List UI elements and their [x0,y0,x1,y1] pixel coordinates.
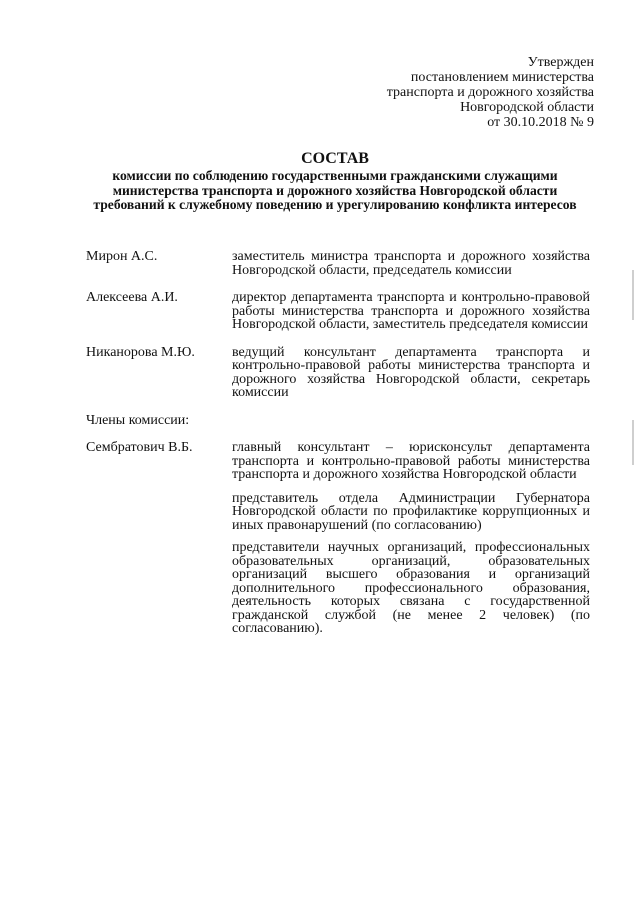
additional-entry: представитель отдела Администрации Губернатора Новгородской области по профилактике коррупционных и иных правонарушений (по согласованию) [232,490,590,533]
members-label: Члены комиссии: [86,412,190,428]
roster-row [86,541,590,636]
approval-line: Утвержден [527,55,594,70]
roster-row [86,492,590,533]
document-subtitle: комиссии по соблюдению государственными гражданскими служащими министерства транспорта и дорожного хозяйства Новгородской области требований к служебному поведению и урегулированию конфликта интересов [93,168,577,212]
additional-entry: представители научных организаций, профессиональных образовательных организаций, образовательных организаций высшего образования и организаций дополнительного профессионального образования, деятельность которых связана с государственной гражданской службой (не менее 2 человек) (по согласованию). [232,540,590,636]
members-label-row [86,414,590,428]
scan-edge-mark [632,270,634,320]
roster-row [86,291,590,332]
commission-roster [86,250,590,636]
document-title-block [80,150,590,213]
approval-stamp [334,55,594,130]
roster-row [86,346,590,400]
roster-row [86,441,590,482]
scan-edge-mark [632,420,634,465]
roster-row [86,250,590,277]
member-role: ведущий консультант департамента транспорта и контрольно-правовой работы министерства транспорта и дорожного хозяйства Новгородской области, секретарь комиссии [232,344,590,400]
approval-line: постановлением министерства [410,70,594,85]
approval-line: транспорта и дорожного хозяйства [386,85,594,100]
member-role: директор департамента транспорта и контрольно-правовой работы министерства транспорта и дорожного хозяйства Новгородской области, заместитель председателя комиссии [232,290,590,332]
member-name: Сембратович В.Б. [86,440,193,455]
member-name: Алексеева А.И. [86,290,178,305]
member-name: Никанорова М.Ю. [86,344,195,360]
member-role: главный консультант – юрисконсульт департамента транспорта и контрольно-правовой работы министерства транспорта и дорожного хозяйства Новгородской области [232,440,590,482]
member-role: заместитель министра транспорта и дорожного хозяйства Новгородской области, председатель комиссии [232,249,590,278]
member-name: Мирон А.С. [86,249,158,264]
approval-line: Новгородской области [460,100,594,115]
approval-line: от 30.10.2018 № 9 [487,115,594,130]
document-heading: СОСТАВ [301,150,369,167]
